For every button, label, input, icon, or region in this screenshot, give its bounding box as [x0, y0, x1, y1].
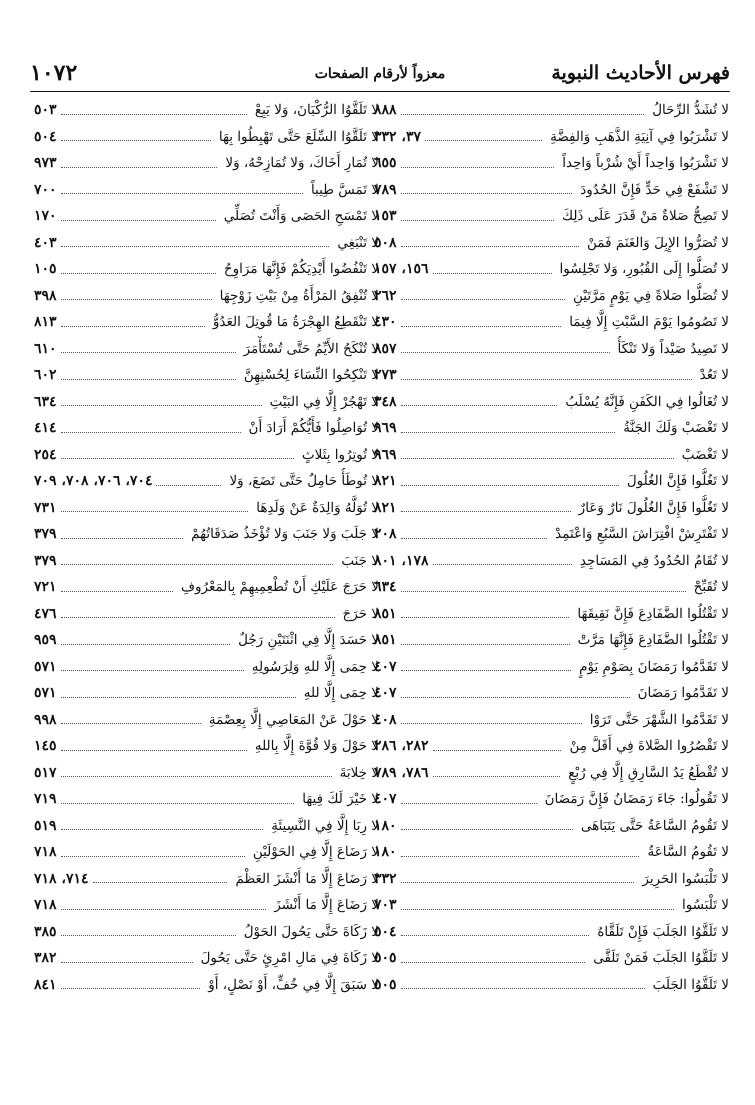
- index-entry: [34, 415, 379, 442]
- index-entry: [34, 627, 379, 654]
- page-reference: ٧١٨: [34, 844, 57, 861]
- dot-leader: [61, 564, 334, 565]
- index-entry: [374, 892, 729, 919]
- hadith-text: لا تُشَدُّ الرِّحَالُ: [652, 102, 729, 119]
- page-reference: ٩٦٩: [374, 446, 397, 463]
- dot-leader: [401, 458, 674, 459]
- header-rule: [30, 91, 730, 92]
- dot-leader: [401, 379, 692, 380]
- hadith-text: لا تَلَقَّوُا السِّلَعَ حَتَّى تَهْبِطُوا بِهَا: [218, 128, 379, 145]
- page-reference: ٨١٣: [34, 314, 57, 331]
- page-reference: ١٥٣: [374, 208, 397, 225]
- hadith-text: لا تُوَلَّهُ وَالِدَةٌ عَنْ وَلَدِهَا: [256, 499, 379, 516]
- hadith-text: لا تُنْفِقُ المَرْأَةُ مِنْ بَيْتِ زَوْجِهَا: [219, 287, 379, 304]
- hadith-text: لا سَبَقَ إِلَّا فِي خُفٍّ، أَوْ نَصْلٍ، أَوْ: [208, 976, 379, 993]
- page-number: ١٠٧٢: [30, 60, 78, 86]
- page-reference: ٥٧١: [34, 658, 57, 675]
- hadith-text: لا تَقْصُرُوا الصَّلاةَ فِي أَقَلَّ مِنْ: [569, 738, 729, 755]
- index-entry: [374, 283, 729, 310]
- page-reference: ٣٧٩: [34, 552, 57, 569]
- index-entry: [374, 521, 729, 548]
- page-reference: ٦٣٤: [374, 579, 397, 596]
- dot-leader: [401, 962, 586, 963]
- index-entry: [34, 574, 379, 601]
- dot-leader: [401, 299, 565, 300]
- index-entry: [34, 283, 379, 310]
- page-reference: ٨٥١: [374, 632, 397, 649]
- index-entry: [374, 230, 729, 257]
- dot-leader: [61, 511, 249, 512]
- page-reference: ٩٧٣: [34, 155, 57, 172]
- dot-leader: [61, 379, 236, 380]
- dot-leader: [61, 750, 247, 751]
- dot-leader: [401, 511, 571, 512]
- index-entry: [374, 574, 729, 601]
- index-entry: [374, 309, 729, 336]
- page-reference: ٥١٧: [34, 764, 57, 781]
- dot-leader: [433, 273, 552, 274]
- hadith-text: لا تَغُلُّوا فَإِنَّ الغُلُولَ نَارٌ وَعَارٌ: [578, 499, 729, 516]
- hadith-text: لا تَقَدَّمُوا رَمَضَانَ: [637, 685, 729, 702]
- header-subtitle: معزواً لأرقام الصفحات: [314, 66, 446, 82]
- index-entry: [34, 707, 379, 734]
- index-entry: [34, 972, 379, 999]
- page-reference: ٧١٤، ٧١٨: [34, 870, 89, 887]
- page-reference: ٥١٩: [34, 817, 57, 834]
- page-reference: ١٧٨، ٨٠١: [374, 552, 429, 569]
- dot-leader: [61, 405, 262, 406]
- index-entry: [374, 442, 729, 469]
- hadith-text: لا تَقَدَّمُوا رَمَضَانَ بِصَوْمِ يَوْمٍ: [579, 658, 729, 675]
- dot-leader: [425, 140, 542, 141]
- index-entry: [374, 389, 729, 416]
- dot-leader: [401, 697, 630, 698]
- dot-leader: [401, 167, 555, 168]
- hadith-text: لا تَقْتُلُوا الضَّفَادِعَ فَإِنَّهَا مَرَّتْ: [577, 632, 729, 649]
- hadith-text: لا حَرَجَ عَلَيْكِ أَنْ تُطْعِمِيهِمْ بِالمَعْرُوفِ: [181, 579, 379, 596]
- hadith-text: لا تَنْبَغِي: [337, 234, 379, 251]
- dot-leader: [61, 697, 296, 698]
- dot-leader: [401, 114, 645, 115]
- index-entry: [34, 733, 379, 760]
- dot-leader: [61, 935, 236, 936]
- dot-leader: [401, 617, 570, 618]
- index-entry: [34, 839, 379, 866]
- index-entry: [374, 336, 729, 363]
- dot-leader: [433, 776, 561, 777]
- index-entry: [374, 627, 729, 654]
- dot-leader: [401, 803, 537, 804]
- index-entry: [374, 760, 729, 787]
- page-reference: ١٠٥: [34, 261, 57, 278]
- index-entry: [34, 945, 379, 972]
- dot-leader: [61, 644, 231, 645]
- index-entry: [34, 230, 379, 257]
- hadith-text: لا تَقُولُوا: جَاءَ رَمَضَانُ فَإِنَّ رَمَضَانَ: [544, 791, 729, 808]
- dot-leader: [61, 962, 193, 963]
- page-reference: ٦٠٢: [34, 367, 57, 384]
- page-reference: ٨٢١: [374, 473, 397, 490]
- index-entry: [34, 495, 379, 522]
- index-entry: [34, 468, 379, 495]
- index-entry: [374, 839, 729, 866]
- dot-leader: [61, 352, 236, 353]
- page-reference: ٦٥٥: [374, 155, 397, 172]
- index-entry: [374, 256, 729, 283]
- index-entry: [34, 389, 379, 416]
- page-reference: ٤٠٨: [374, 711, 397, 728]
- index-entry: [34, 919, 379, 946]
- index-entry: [34, 256, 379, 283]
- dot-leader: [401, 856, 640, 857]
- hadith-text: لا تَلَقَّوُا الجَلَبَ: [652, 976, 729, 993]
- dot-leader: [401, 246, 579, 247]
- index-entry: [34, 601, 379, 628]
- dot-leader: [61, 538, 184, 539]
- hadith-text: لا رِبَا إِلَّا فِي النَّسِيئَةِ: [271, 817, 379, 834]
- dot-leader: [61, 591, 173, 592]
- hadith-text: لا تَقَدَّمُوا الشَّهْرَ حَتَّى تَرَوْا: [589, 711, 729, 728]
- index-entry: [374, 733, 729, 760]
- hadith-text: لا تُغَالُوا فِي الكَفَنِ فَإِنَّهُ يُسْلَبُ: [565, 393, 729, 410]
- dot-leader: [61, 458, 294, 459]
- hadith-text: لا تَقُومُ السَّاعَةُ حَتَّى يَتَبَاهَى: [580, 817, 729, 834]
- dot-leader: [401, 432, 616, 433]
- hadith-text: لا جَنَبَ: [341, 552, 379, 569]
- hadith-text: لا تَنْفُضُوا أَيْدِيَكُمْ فَإِنَّهَا مَرَاوِحُ: [223, 261, 379, 278]
- index-entry: [34, 97, 379, 124]
- index-column-right: [374, 97, 729, 998]
- page-reference: ٨٥٧: [374, 340, 397, 357]
- index-entry: [34, 680, 379, 707]
- index-entry: [374, 972, 729, 999]
- hadith-text: لا تُصَلُّوا إِلَى القُبُورِ، وَلا تَجْلِسُوا: [559, 261, 729, 278]
- dot-leader: [401, 644, 570, 645]
- hadith-text: لا تَصِيدُ صَيْداً وَلا تَنْكَأُ: [617, 340, 729, 357]
- page-reference: ٩٩٨: [34, 711, 57, 728]
- hadith-text: لا تَمْسَحِ الحَصَى وَأَنْتَ تُصَلِّي: [223, 208, 379, 225]
- page-reference: ٤١٤: [34, 420, 57, 437]
- index-entry: [374, 177, 729, 204]
- page-reference: ٣٧، ٣٣٢: [374, 128, 422, 145]
- page-reference: ٧٣١: [34, 499, 57, 516]
- page-reference: ٢٨٢، ٢٨٦: [374, 738, 429, 755]
- dot-leader: [401, 193, 573, 194]
- page-reference: ١٤٥: [34, 738, 57, 755]
- hadith-text: لا تَغْضَبْ: [681, 446, 729, 463]
- hadith-text: لا تُنْكَحُ الأَيِّمُ حَتَّى تُسْتَأْمَرَ: [243, 340, 379, 357]
- page-reference: ٧١٨: [34, 897, 57, 914]
- dot-leader: [401, 591, 686, 592]
- page-reference: ٢٧٣: [374, 367, 397, 384]
- hadith-text: لا تَلْبَسُوا: [681, 897, 729, 914]
- index-entry: [34, 654, 379, 681]
- dot-leader: [401, 829, 573, 830]
- index-entry: [374, 680, 729, 707]
- hadith-text: لا تَغُلُّوا فَإِنَّ الغُلُولَ: [626, 473, 729, 490]
- page-reference: ٧٠٤، ٧٠٦، ٧٠٨، ٧٠٩: [34, 473, 153, 490]
- page-reference: ٣٤٨: [374, 393, 397, 410]
- dot-leader: [401, 538, 548, 539]
- hadith-text: لا تَلْبَسُوا الحَرِيرَ: [642, 870, 729, 887]
- hadith-text: لا تَلَقَّوُا الجَلَبَ فَمَنْ تَلَقَّى: [593, 950, 729, 967]
- dot-leader: [401, 935, 590, 936]
- hadith-text: لا حَوْلَ وَلا قُوَّةَ إِلَّا بِاللهِ: [254, 738, 379, 755]
- page-reference: ٧٠٣: [374, 897, 397, 914]
- page-reference: ٧٢١: [34, 579, 57, 596]
- hadith-text: لا تَفْتَرِشْ افْتِرَاشَ السَّبُعِ وَاعْتَمِدْ: [555, 526, 729, 543]
- index-entry: [34, 866, 379, 893]
- dot-leader: [61, 617, 335, 618]
- hadith-text: لا تَمَسَّ طِيباً: [310, 181, 379, 198]
- dot-leader: [61, 856, 245, 857]
- index-column-left: [34, 97, 379, 998]
- hadith-text: لا تَقُومُ السَّاعَةُ: [647, 844, 729, 861]
- hadith-text: لا رَضَاعَ إِلَّا فِي الحَوْلَيْنِ: [252, 844, 379, 861]
- dot-leader: [61, 167, 218, 168]
- page-reference: ٧٨٦، ٧٨٩: [374, 764, 429, 781]
- dot-leader: [61, 803, 295, 804]
- dot-leader: [61, 776, 332, 777]
- dot-leader: [156, 485, 221, 486]
- hadith-text: لا تُصَرُّوا الإِبِلَ وَالغَنَمَ فَمَنْ: [587, 234, 729, 251]
- page-reference: ٥٠٣: [34, 102, 57, 119]
- hadith-text: لا تُقَامُ الحُدُودُ فِي المَسَاجِدِ: [579, 552, 729, 569]
- page-reference: ٧٨٩: [374, 181, 397, 198]
- page-reference: ٣٨٥: [34, 923, 57, 940]
- hadith-text: لا تَلَقَّوُا الجَلَبَ فَإِنْ تَلَقَّاهُ: [597, 923, 729, 940]
- dot-leader: [401, 670, 572, 671]
- hadith-text: لا تُوطَأُ حَامِلٌ حَتَّى تَضَعَ، وَلا: [229, 473, 379, 490]
- hadith-text: لا تَغْضَبْ وَلَكَ الجَنَّةُ: [623, 420, 729, 437]
- hadith-text: لا رَضَاعَ إِلَّا مَا أَنْشَزَ العَظْمَ: [235, 870, 379, 887]
- hadith-text: لا تُوَاصِلُوا فَأَيُّكُمْ أَرَادَ أَنْ: [248, 420, 379, 437]
- page-reference: ٤٠٣: [34, 234, 57, 251]
- page-reference: ٤٣٠: [374, 314, 397, 331]
- dot-leader: [61, 114, 247, 115]
- hadith-text: لا تُصَلُّوا صَلاةً فِي يَوْمٍ مَرَّتَيْنِ: [573, 287, 729, 304]
- hadith-text: لا تَقْتُلُوا الضَّفَادِعَ فَإِنَّ نَقِيقَهَا: [577, 605, 729, 622]
- page-reference: ٤٠٧: [374, 791, 397, 808]
- index-entry: [374, 362, 729, 389]
- dot-leader: [401, 909, 674, 910]
- page-reference: ٦١٠: [34, 340, 57, 357]
- index-entry: [34, 124, 379, 151]
- hadith-text: لا حَرَجَ: [342, 605, 379, 622]
- index-entry: [34, 521, 379, 548]
- page-reference: ١٧٠: [34, 208, 57, 225]
- hadith-text: لا تَصُومُوا يَوْمَ السَّبْتِ إِلَّا فِيمَا: [569, 314, 729, 331]
- dot-leader: [401, 988, 645, 989]
- hadith-text: لا تَشْفَعْ فِي حَدٍّ فَإِنَّ الحُدُودَ: [580, 181, 729, 198]
- index-entry: [34, 786, 379, 813]
- header-title: فهرس الأحاديث النبوية: [551, 62, 730, 84]
- dot-leader: [61, 299, 212, 300]
- page-reference: ٧١٩: [34, 791, 57, 808]
- page-reference: ٢٥٤: [34, 446, 57, 463]
- page-reference: ٩٥٩: [34, 632, 57, 649]
- hadith-text: لا تَشْرَبُوا وَاحِداً أَيْ شُرْباً وَاحِداً: [562, 155, 729, 172]
- page-reference: ٤٧٦: [34, 605, 57, 622]
- page-reference: ٥٠٥: [374, 950, 397, 967]
- index-entry: [34, 442, 379, 469]
- hadith-text: لا تَعُدْ: [699, 367, 729, 384]
- index-entry: [34, 150, 379, 177]
- page-reference: ٢٠٨: [374, 526, 397, 543]
- dot-leader: [401, 405, 558, 406]
- dot-leader: [93, 882, 228, 883]
- index-entry: [34, 309, 379, 336]
- page-reference: ٨٥١: [374, 605, 397, 622]
- index-entry: [374, 548, 729, 575]
- index-entry: [34, 548, 379, 575]
- index-entry: [374, 97, 729, 124]
- dot-leader: [61, 829, 264, 830]
- page-reference: ٨٨٨: [374, 102, 397, 119]
- hadith-text: لا حِمَى إِلَّا للهِ وَلِرَسُولِهِ: [251, 658, 379, 675]
- page-reference: ٥٠٨: [374, 234, 397, 251]
- index-entry: [34, 336, 379, 363]
- dot-leader: [61, 723, 201, 724]
- page-reference: ١٨٠: [374, 817, 397, 834]
- index-entry: [34, 760, 379, 787]
- dot-leader: [433, 750, 562, 751]
- hadith-text: لا حِمَى إِلَّا للهِ: [303, 685, 379, 702]
- hadith-text: لا تَنْقَطِعُ الهِجْرَةُ مَا قُوتِلَ العَدُوُّ: [212, 314, 379, 331]
- page-reference: ٨٢١: [374, 499, 397, 516]
- index-entry: [374, 866, 729, 893]
- dot-leader: [61, 140, 211, 141]
- page-reference: ٤٠٧: [374, 685, 397, 702]
- index-entry: [374, 150, 729, 177]
- index-entry: [34, 813, 379, 840]
- page-reference: ٥٧١: [34, 685, 57, 702]
- index-entry: [374, 415, 729, 442]
- hadith-text: لا تَنْكِحُوا النِّسَاءَ لِحُسْنِهِنَّ: [243, 367, 379, 384]
- hadith-text: لا رَضَاعَ إِلَّا مَا أَنْشَزَ: [274, 897, 379, 914]
- index-entry: [374, 707, 729, 734]
- dot-leader: [401, 723, 582, 724]
- page-reference: ٥٠٤: [34, 128, 57, 145]
- dot-leader: [401, 352, 610, 353]
- page-reference: ٣٣٢: [374, 870, 397, 887]
- index-entry: [374, 124, 729, 151]
- page-reference: ٩٦٩: [374, 420, 397, 437]
- hadith-text: لا تَلَقَّوُا الرُّكْبَانَ، وَلا يَبِعْ: [254, 102, 379, 119]
- dot-leader: [61, 273, 216, 274]
- hadith-text: لا تُوتِرُوا بِثَلاثٍ: [301, 446, 379, 463]
- hadith-text: لا خِلابَةَ: [339, 764, 379, 781]
- hadith-text: لا تُقْطَعُ يَدُ السَّارِقِ إِلَّا فِي رُبْعٍ: [568, 764, 729, 781]
- dot-leader: [61, 193, 303, 194]
- page-reference: ٥٠٤: [374, 923, 397, 940]
- dot-leader: [61, 246, 330, 247]
- page-reference: ٢٦٢: [374, 287, 397, 304]
- page-reference: ٦٣٤: [34, 393, 57, 410]
- page-reference: ٥٠٥: [374, 976, 397, 993]
- hadith-text: لا خَيْرَ لَكَ فِيهَا: [302, 791, 379, 808]
- index-entry: [34, 362, 379, 389]
- hadith-text: لا زَكَاةَ فِي مَالِ امْرِئٍ حَتَّى يَحُولَ: [200, 950, 379, 967]
- page-reference: ٣٨٢: [34, 950, 57, 967]
- page-reference: ١٥٦، ١٥٧: [374, 261, 429, 278]
- index-entry: [374, 654, 729, 681]
- index-entry: [374, 203, 729, 230]
- page-reference: ٨٤١: [34, 976, 57, 993]
- hadith-text: لا تُمَارِ أَخَاكَ، وَلا تُمَازِحْهُ، وَلا: [225, 155, 379, 172]
- index-entry: [34, 892, 379, 919]
- index-entry: [374, 813, 729, 840]
- page-reference: ٣٧٩: [34, 526, 57, 543]
- hadith-text: لا تَصِحُّ صَلاةٌ مَنْ قَدَرَ عَلَى ذَلِكَ: [561, 208, 729, 225]
- index-entry: [374, 495, 729, 522]
- index-entry: [374, 945, 729, 972]
- dot-leader: [61, 670, 244, 671]
- index-entry: [374, 601, 729, 628]
- dot-leader: [401, 220, 554, 221]
- hadith-text: لا جَلَبَ وَلا جَنَبَ وَلا تُؤْخَذُ صَدَقَاتُهُمْ: [191, 526, 379, 543]
- page-reference: ٧٠٠: [34, 181, 57, 198]
- dot-leader: [401, 326, 562, 327]
- hadith-text: لا تُقَبِّحْ: [693, 579, 729, 596]
- dot-leader: [401, 485, 619, 486]
- index-entry: [374, 919, 729, 946]
- page-header: [30, 60, 730, 90]
- dot-leader: [61, 909, 267, 910]
- page-reference: ٤٠٧: [374, 658, 397, 675]
- dot-leader: [61, 220, 216, 221]
- hadith-text: لا زَكَاةَ حَتَّى يَحُولَ الحَوْلُ: [243, 923, 379, 940]
- page-reference: ١٨٠: [374, 844, 397, 861]
- dot-leader: [401, 882, 635, 883]
- hadith-text: لا حَوْلَ عَنْ المَعَاصِي إِلَّا بِعِصْمَةِ: [208, 711, 379, 728]
- index-entry: [374, 468, 729, 495]
- index-entry: [374, 786, 729, 813]
- index-entry: [34, 203, 379, 230]
- page-reference: ٣٩٨: [34, 287, 57, 304]
- dot-leader: [433, 564, 572, 565]
- dot-leader: [61, 432, 241, 433]
- hadith-text: لا تَهْجُرْ إِلَّا فِي البَيْتِ: [269, 393, 379, 410]
- dot-leader: [61, 326, 205, 327]
- hadith-text: لا تَشْرَبُوا فِي آنِيَةِ الذَّهَبِ وَالفِضَّةِ: [550, 128, 729, 145]
- hadith-text: لا حَسَدَ إِلَّا فِي اثْنَتَيْنِ رَجُلٌ: [238, 632, 379, 649]
- dot-leader: [61, 988, 201, 989]
- index-entry: [34, 177, 379, 204]
